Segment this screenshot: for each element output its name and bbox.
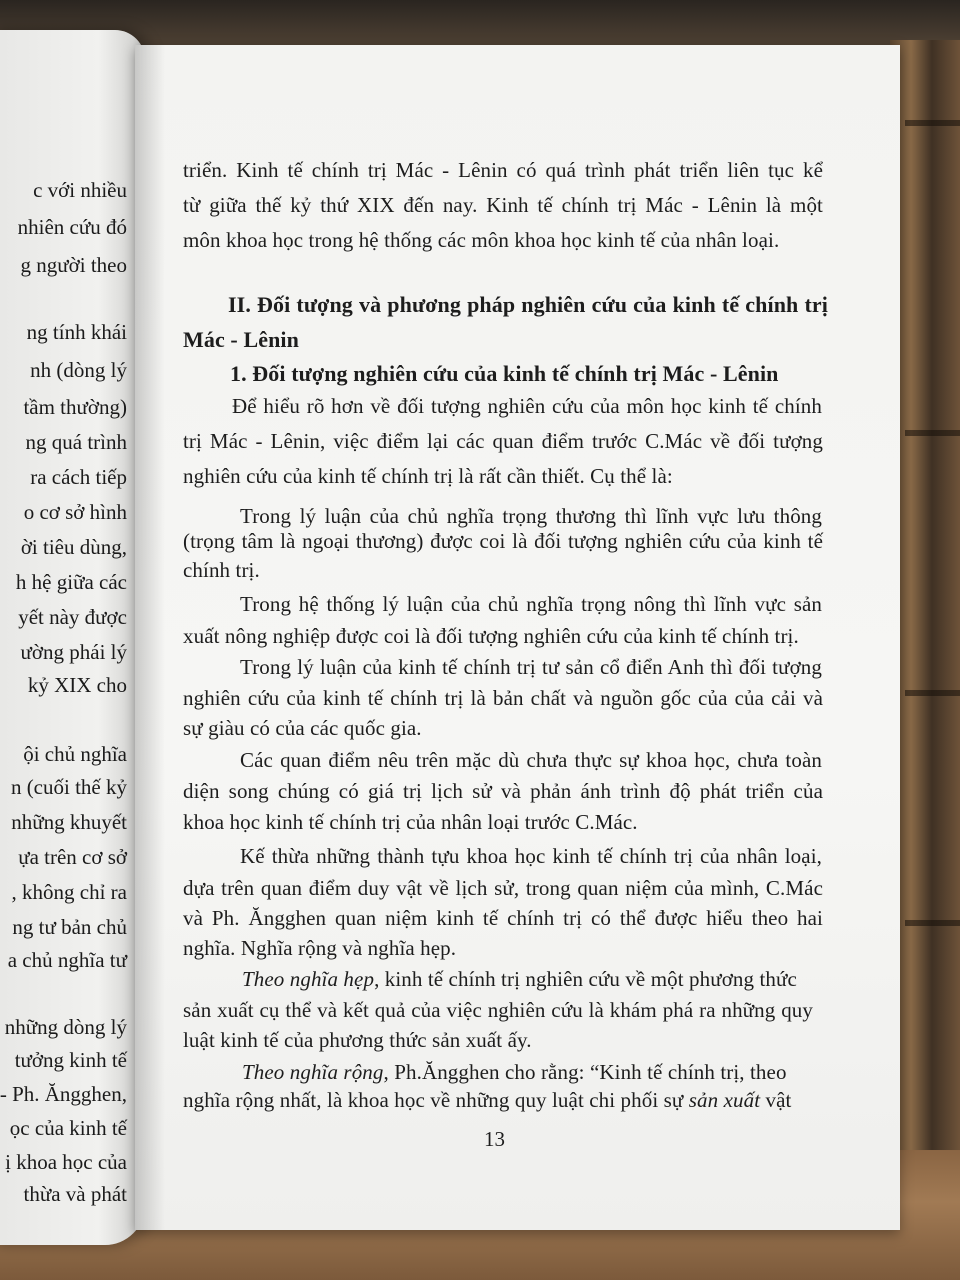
left-line: a chủ nghĩa tư <box>7 948 127 972</box>
paragraph-line: xuất nông nghiệp được coi là đối tượng nghiên cứu của kinh tế chính trị. <box>183 624 799 648</box>
paragraph-line: Trong lý luận của chủ nghĩa trọng thương thì lĩnh vực lưu thông <box>240 504 822 528</box>
line-end: vật <box>760 1088 792 1112</box>
left-line: n (cuối thế kỷ <box>10 775 127 799</box>
paragraph-line: Trong hệ thống lý luận của chủ nghĩa trọng nông thì lĩnh vực sản <box>240 592 822 616</box>
intro-line: môn khoa học trong hệ thống các môn khoa học kinh tế của nhân loại. <box>183 228 780 252</box>
left-line: tưởng kinh tế <box>14 1048 127 1072</box>
bookshelf-background <box>890 40 960 1280</box>
left-page <box>0 30 145 1245</box>
paragraph-line: Kế thừa những thành tựu khoa học kinh tế chính trị của nhân loại, <box>240 844 822 868</box>
paragraph-line: sản xuất cụ thể và kết quả của việc nghiên cứu là khám phá ra những quy <box>183 998 813 1022</box>
left-line: tầm thường) <box>23 395 127 419</box>
section-heading: II. Đối tượng và phương pháp nghiên cứu của kinh tế chính trị <box>228 292 828 317</box>
paragraph-line: và Ph. Ăngghen quan niệm kinh tế chính trị có thể được hiểu theo hai <box>183 906 823 930</box>
left-line: những khuyết <box>11 810 127 834</box>
italic-term: sản xuất <box>688 1088 761 1112</box>
paragraph-line: nghiên cứu của kinh tế chính trị là rất cần thiết. Cụ thể là: <box>183 464 673 488</box>
line-rest: , Ph.Ăngghen cho rằng: “Kinh tế chính trị, theo <box>383 1060 787 1084</box>
left-line: thừa và phát <box>23 1182 127 1206</box>
left-line: ựa trên cơ sở <box>18 845 127 869</box>
paragraph-line: Các quan điểm nêu trên mặc dù chưa thực sự khoa học, chưa toàn <box>240 748 822 772</box>
line-rest: , kinh tế chính trị nghiên cứu về một phương thức <box>374 967 797 991</box>
section-heading-cont: Mác - Lênin <box>183 327 299 352</box>
left-line: g người theo <box>20 253 127 277</box>
left-line: ọc của kinh tế <box>9 1116 127 1140</box>
paragraph-line: luật kinh tế của phương thức sản xuất ấy. <box>183 1028 532 1052</box>
paragraph-line: diện song chúng có giá trị lịch sử và phản ánh trình độ phát triển của <box>183 779 823 803</box>
left-line: nh (dòng lý <box>30 358 127 382</box>
left-line: ị khoa học của <box>5 1150 127 1174</box>
paragraph-line: trị Mác - Lênin, việc điểm lại các quan điểm trước C.Mác về đối tượng <box>183 429 823 453</box>
paragraph-line <box>242 967 797 992</box>
intro-line: từ giữa thế kỷ thứ XIX đến nay. Kinh tế chính trị Mác - Lênin là một <box>183 193 823 217</box>
paragraph-line <box>242 1060 787 1085</box>
paragraph-line: chính trị. <box>183 558 260 582</box>
paragraph-line: sự giàu có của các quốc gia. <box>183 716 422 740</box>
intro-line: triển. Kinh tế chính trị Mác - Lênin có quá trình phát triển liên tục kể <box>183 158 823 182</box>
left-line: những dòng lý <box>4 1015 127 1039</box>
subsection-heading: 1. Đối tượng nghiên cứu của kinh tế chính trị Mác - Lênin <box>230 361 779 386</box>
left-line: ra cách tiếp <box>30 465 127 489</box>
paragraph-line: khoa học kinh tế chính trị của nhân loại trước C.Mác. <box>183 810 638 834</box>
left-line: h hệ giữa các <box>15 570 127 594</box>
left-line: kỷ XIX cho <box>27 673 127 697</box>
left-line: o cơ sở hình <box>23 500 127 524</box>
left-line: - Ph. Ăngghen, <box>0 1082 127 1106</box>
left-line: ng quá trình <box>25 430 127 454</box>
paragraph-line: dựa trên quan điểm duy vật về lịch sử, trong quan niệm của mình, C.Mác <box>183 876 823 900</box>
left-line: ời tiêu dùng, <box>20 535 127 559</box>
left-line: ội chủ nghĩa <box>23 742 127 766</box>
italic-term: Theo nghĩa hẹp <box>242 967 375 991</box>
left-line: , không chỉ ra <box>11 880 127 904</box>
left-line: c với nhiều <box>33 178 127 202</box>
left-line: ng tính khái <box>26 320 127 344</box>
paragraph-line <box>183 1088 791 1113</box>
italic-term: Theo nghĩa rộng <box>242 1060 384 1084</box>
left-line: ường phái lý <box>20 640 127 664</box>
line-start: nghĩa rộng nhất, là khoa học về những quy luật chi phối sự <box>183 1088 689 1112</box>
page-number: 13 <box>484 1127 505 1151</box>
paragraph-line: Để hiểu rõ hơn về đối tượng nghiên cứu của môn học kinh tế chính <box>232 394 822 418</box>
left-line: yết này được <box>18 605 127 629</box>
paragraph-line: nghiên cứu của kinh tế chính trị là bản chất và nguồn gốc của của cải và <box>183 686 823 710</box>
page-gutter-shadow <box>135 45 165 1230</box>
left-line: nhiên cứu đó <box>17 215 127 239</box>
left-line: ng tư bản chủ <box>12 915 127 939</box>
paragraph-line: (trọng tâm là ngoại thương) được coi là đối tượng nghiên cứu của kinh tế <box>183 529 823 553</box>
paragraph-line: Trong lý luận của kinh tế chính trị tư sản cổ điển Anh thì đối tượng <box>240 655 822 679</box>
paragraph-line: nghĩa. Nghĩa rộng và nghĩa hẹp. <box>183 936 457 960</box>
